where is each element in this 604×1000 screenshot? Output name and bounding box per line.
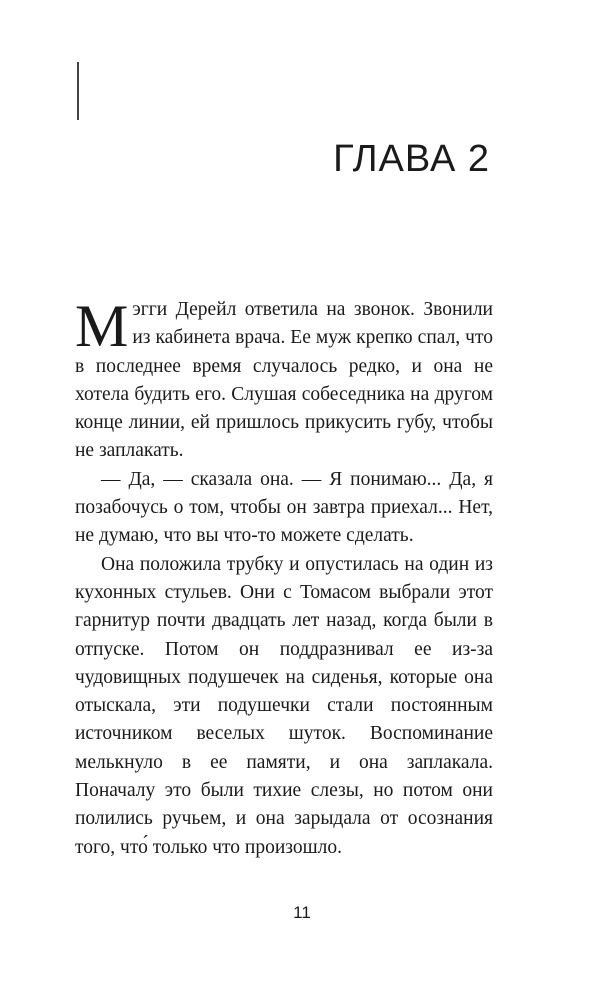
paragraph-1-text: эгги Дерейл ответила на звонок. Звонили из кабинета врача. Ее муж крепко спал, что в последнее время случалось редко, и она не хотела будить его. Слушая собеседника на другом конце линии, ей пришлось прикусить губу, чтобы не заплакать.	[75, 299, 493, 462]
page-number: 11	[293, 903, 311, 922]
drop-cap: М	[75, 293, 129, 359]
margin-rule	[77, 62, 79, 120]
paragraph-1	[75, 293, 493, 466]
paragraph-3: Она положила трубку и опустилась на один из кухонных стульев. Они с Томасом выбрали этот гарнитур почти двадцать лет назад, когда были в отпуске. Потом он поддразнивал ее из-за чудовищных подушечек на сиденья, которые она отыскала, эти подушечки стали постоянным источником веселых шуток. Воспоминание мелькнуло в ее памяти, и она заплакала. Поначалу это были тихие слезы, но потом они полились ручьем, и она зарыдала от осознания того, что́ только что произошло.	[75, 553, 493, 858]
body-text	[75, 293, 493, 862]
chapter-title: ГЛАВА 2	[333, 138, 490, 180]
paragraph-2: — Да, — сказала она. — Я понимаю... Да, я позабочусь о том, чтобы он завтра приехал... Нет, не думаю, что вы что-то можете сделать.	[75, 468, 493, 547]
